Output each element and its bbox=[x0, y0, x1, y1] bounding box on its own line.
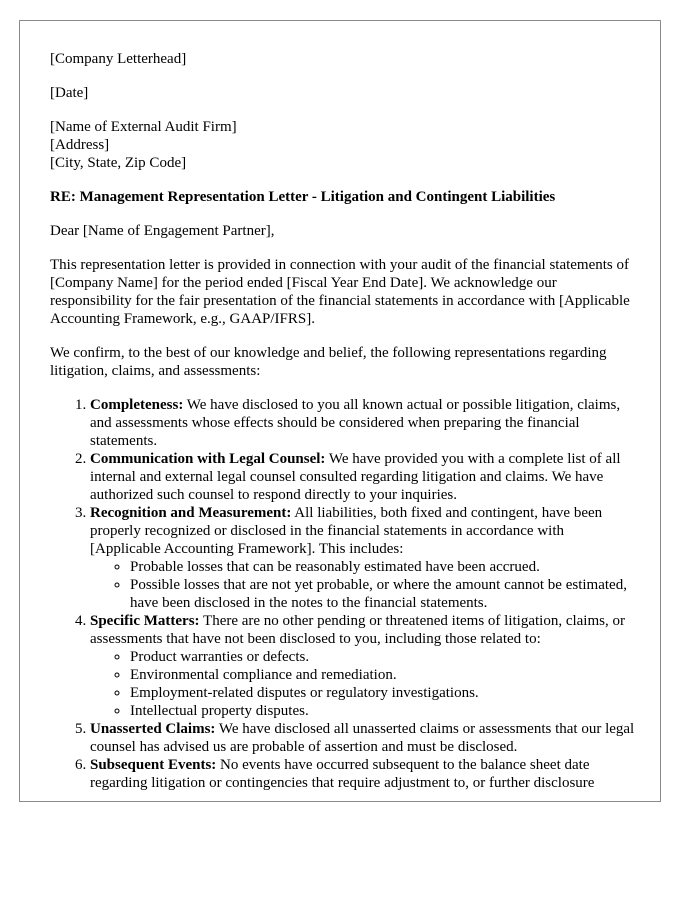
list-item bbox=[90, 612, 635, 720]
sub-list-item: ◦ Environmental compliance and remediation. bbox=[130, 666, 635, 684]
recognition-sublist bbox=[90, 558, 635, 612]
representation-term: Communication with Legal Counsel: bbox=[90, 451, 326, 467]
sub-list-item: ◦ Probable losses that can be reasonably estimated have been accrued. bbox=[130, 558, 635, 576]
recipient-address: [Address] bbox=[50, 137, 110, 153]
recipient-firm: [Name of External Audit Firm] bbox=[50, 119, 237, 135]
sub-list-item: ◦ Intellectual property disputes. bbox=[130, 702, 635, 720]
intro-paragraph: This representation letter is provided in connection with your audit of the financial statements of [Company Name] for the period ended [Fiscal Year End Date]. We acknowledge our responsibility for the fair presentation of the financial statements in accordance with [Applicable Accounting Framework, e.g., GAAP/IFRS]. bbox=[50, 257, 630, 327]
list-item bbox=[90, 504, 635, 612]
representation-term: Unasserted Claims: bbox=[90, 721, 216, 737]
representation-term: Completeness: bbox=[90, 397, 184, 413]
list-item bbox=[90, 396, 635, 450]
salutation: Dear [Name of Engagement Partner], bbox=[50, 223, 275, 239]
representation-text: No events have occurred subsequent to the balance sheet date regarding litigation or contingencies that require adjustment to, or further disclosure bbox=[90, 757, 595, 791]
list-item bbox=[90, 450, 635, 504]
sub-list-item: ◦ Possible losses that are not yet probable, or where the amount cannot be estimated, have been disclosed in the notes to the financial statements. bbox=[130, 576, 635, 612]
letter-body bbox=[50, 50, 635, 792]
representation-text: All liabilities, both fixed and contingent, have been properly recognized or disclosed in the financial statements in accordance with [Applicable Accounting Framework]. This includes: bbox=[90, 505, 603, 557]
representation-term: Subsequent Events: bbox=[90, 757, 217, 773]
recipient-block bbox=[50, 118, 635, 172]
representation-text: We have disclosed all unasserted claims or assessments that our legal counsel has advised us are probable of assertion and must be disclosed. bbox=[90, 721, 635, 755]
specific-matters-sublist bbox=[90, 648, 635, 720]
representations-list bbox=[50, 396, 635, 792]
confirm-paragraph: We confirm, to the best of our knowledge and belief, the following representations regarding litigation, claims, and assessments: bbox=[50, 345, 607, 379]
letter-page bbox=[19, 20, 661, 802]
letterhead: [Company Letterhead] bbox=[50, 51, 187, 67]
sub-list-item: ◦ Product warranties or defects. bbox=[130, 648, 635, 666]
representation-text: There are no other pending or threatened items of litigation, claims, or assessments that have not been disclosed to you, including those related to: bbox=[90, 613, 625, 647]
representation-text: We have provided you with a complete list of all internal and external legal counsel consulted regarding litigation and claims. We have authorized such counsel to respond directly to your inquiries. bbox=[90, 451, 621, 503]
list-item bbox=[90, 720, 635, 756]
letter-date: [Date] bbox=[50, 85, 89, 101]
recipient-city-state-zip: [City, State, Zip Code] bbox=[50, 155, 187, 171]
representation-term: Recognition and Measurement: bbox=[90, 505, 292, 521]
subject-line: RE: Management Representation Letter - Litigation and Contingent Liabilities bbox=[50, 189, 556, 205]
list-item bbox=[90, 756, 635, 792]
representation-term: Specific Matters: bbox=[90, 613, 200, 629]
representation-text: We have disclosed to you all known actual or possible litigation, claims, and assessments whose effects should be considered when preparing the financial statements. bbox=[90, 397, 621, 449]
sub-list-item: ◦ Employment-related disputes or regulatory investigations. bbox=[130, 684, 635, 702]
